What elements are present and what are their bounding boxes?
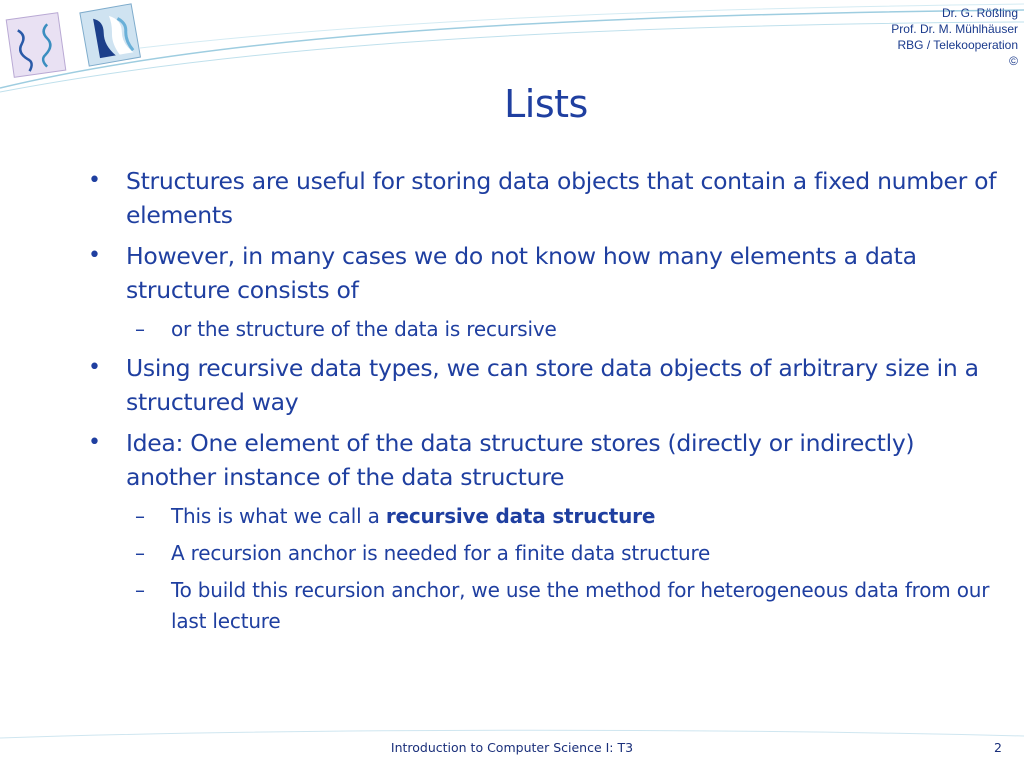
- bullet-item: [88, 239, 1008, 307]
- sub-bullet-marker: –: [135, 541, 145, 565]
- bullet-marker: •: [88, 243, 101, 268]
- copyright-line: ©: [1009, 54, 1018, 68]
- author-line: Prof. Dr. M. Mühlhäuser: [891, 22, 1018, 36]
- bullet-item: [88, 426, 1008, 494]
- sub-bullet-text: This is what we call a: [171, 504, 386, 528]
- sub-bullet-text: To build this recursion anchor, we use the method for heterogeneous data from our last lecture: [171, 578, 990, 633]
- bullet-item: [88, 351, 1008, 419]
- author-line: Dr. G. Rößling: [941, 6, 1018, 20]
- bullet-text: However, in many cases we do not know how many elements a data structure consists of: [126, 242, 917, 304]
- bullet-text: Structures are useful for storing data objects that contain a fixed number of elements: [126, 167, 997, 229]
- slide-content: [88, 164, 1008, 643]
- bullet-item: [88, 164, 1008, 232]
- bullet-marker: •: [88, 168, 101, 193]
- faces-logo-icon: [6, 4, 140, 77]
- sub-bullet-item: [88, 575, 1008, 637]
- bullet-text: Using recursive data types, we can store data objects of arbitrary size in a structured way: [126, 354, 979, 416]
- emphasized-term: recursive data structure: [385, 504, 656, 528]
- sub-bullet-marker: –: [135, 578, 145, 602]
- bullet-marker: •: [88, 430, 101, 455]
- sub-bullet-marker: –: [135, 317, 145, 341]
- bullet-marker: •: [88, 355, 101, 380]
- sub-bullet-item: [88, 314, 1008, 345]
- sub-bullet-text: A recursion anchor is needed for a finite data structure: [171, 541, 711, 565]
- slide-title: Lists: [504, 82, 588, 126]
- author-line: RBG / Telekooperation: [897, 38, 1018, 52]
- footer-course-title: Introduction to Computer Science I: T3: [390, 740, 634, 755]
- author-credits: [891, 5, 1018, 69]
- sub-bullet-marker: –: [135, 504, 145, 528]
- bullet-text: Idea: One element of the data structure stores (directly or indirectly) another instance of the data structure: [126, 429, 915, 491]
- sub-bullet-item: [88, 501, 1008, 532]
- page-number: 2: [994, 740, 1002, 755]
- sub-bullet-text: or the structure of the data is recursive: [171, 317, 557, 341]
- sub-bullet-item: [88, 538, 1008, 569]
